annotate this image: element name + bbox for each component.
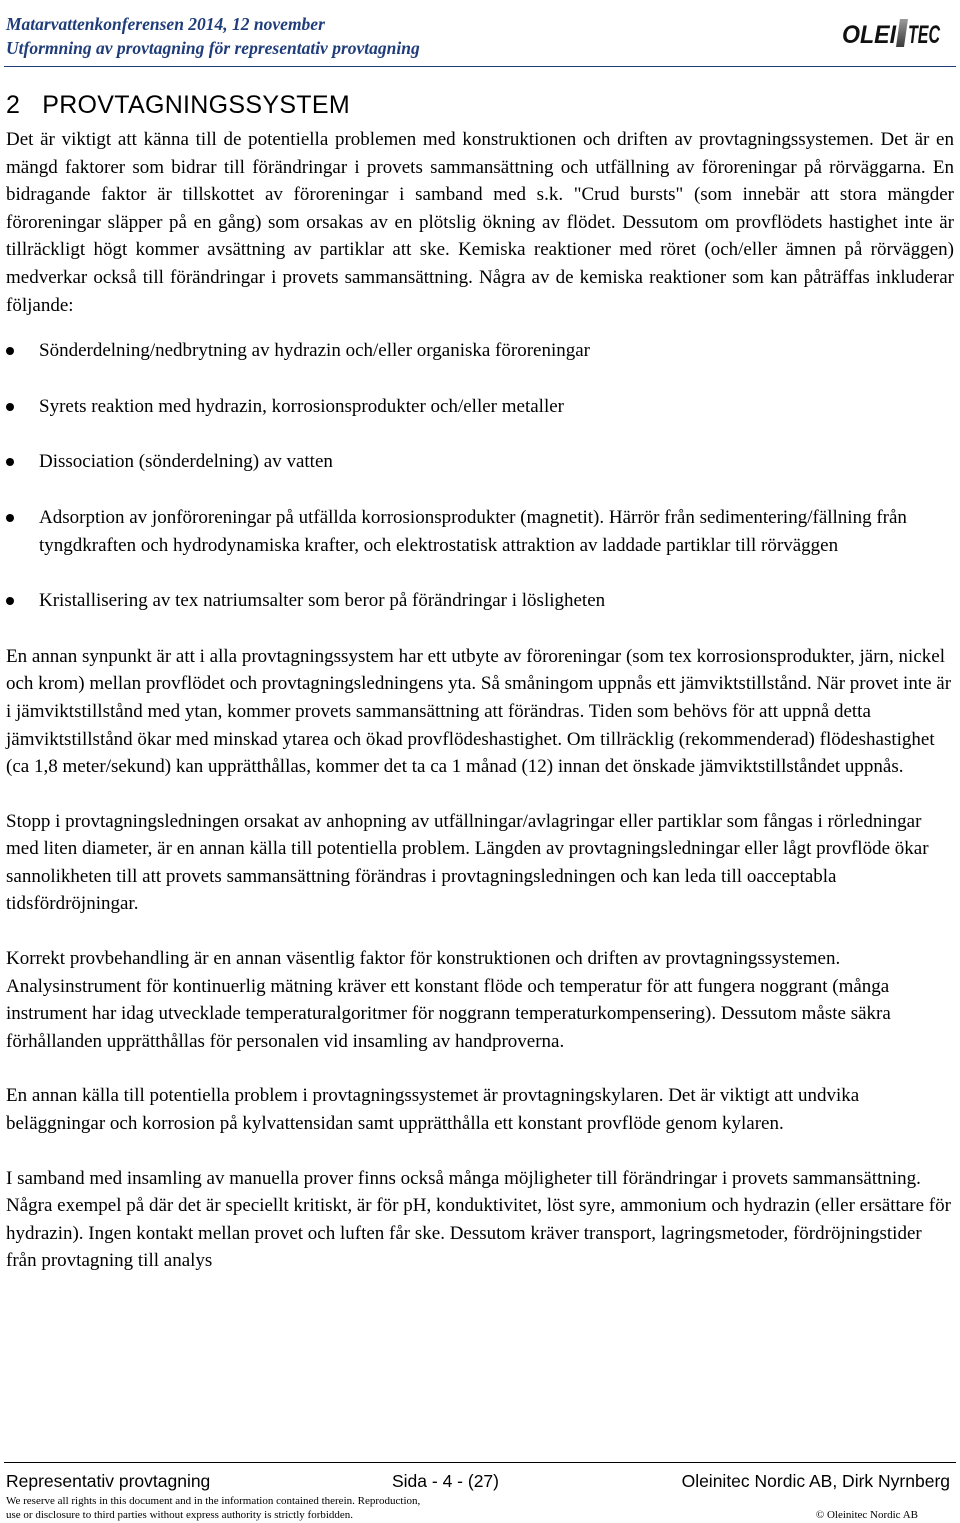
oleinitec-logo	[842, 16, 940, 50]
section-title: PROVTAGNINGSSYSTEM	[42, 91, 350, 119]
footer-rights-line1: We reserve all rights in this document and in the information contained therein. Reproduction,	[6, 1495, 421, 1507]
bullet-icon	[6, 403, 14, 411]
footer-copyright: © Oleinitec Nordic AB	[815, 1509, 918, 1521]
footer-document-title: Representativ provtagning	[6, 1471, 211, 1491]
document-body	[6, 90, 954, 1302]
intro-paragraph: Det är viktigt att känna till de potentiella problemen med konstruktionen och driften av provtagningssystemen. Det är en mängd faktorer som bidrar till förändringar i provets sammansättning och utfällning av föroreningar på rörväggarna. En bidragande faktor är tillskottet av föroreningar i samband med s.k. "Crud bursts" (som innebär att stora mängder föroreningar släpper på en gång) som orsakas av en plötslig ökning av flödet. Dessutom om provflödets hastighet inte är tillräckligt högt kommer avsättning av partiklar att ske. Kemiska reaktioner med röret (och/eller ämnen på rörväggen) medverkar också till förändringar i provets sammansättning. Några av de kemiska reaktioner som kan påträffas inkluderar följande:	[6, 129, 954, 316]
list-item-text: Sönderdelning/nedbrytning av hydrazin och/eller organiska föroreningar	[39, 340, 591, 362]
page-header	[6, 12, 954, 60]
list-item	[6, 448, 954, 476]
list-item-text: Adsorption av jonföroreningar på utfällda korrosionsprodukter (magnetit). Härrör från sedimentering/fällning från tyngdkraften och hydrodynamiska krafter, och elektrostatisk attraktion av laddade partiklar till rörväggen	[39, 506, 907, 556]
footer-page-number: Sida - 4 - (27)	[392, 1471, 499, 1491]
svg-text:TEC: TEC	[908, 21, 941, 49]
section-heading	[6, 90, 954, 120]
header-divider	[4, 66, 956, 67]
list-item	[6, 504, 954, 559]
paragraph-blockage: Stopp i provtagningsledningen orsakat av anhopning av utfällningar/avlagringar eller partiklar som fångas i rörledningar med liten diameter, är en annan källa till potentiella problem. Längden av provtagningsledningar eller lågt provflöde ökar sannolikheten till att provets sammansättning förändras i provtagningsledningen och kan leda till oacceptabla tidsfördröjningar.	[6, 810, 929, 915]
header-subtitle: Utformning av provtagning för representativ provtagning	[6, 38, 420, 58]
footer-legal	[6, 1494, 954, 1522]
bullet-icon	[6, 514, 14, 522]
list-item-text: Dissociation (sönderdelning) av vatten	[39, 451, 333, 473]
list-item-text: Kristallisering av tex natriumsalter som beror på förändringar i lösligheten	[39, 590, 606, 612]
bullet-icon	[6, 347, 14, 355]
reaction-list	[6, 337, 954, 615]
footer-author: Oleinitec Nordic AB, Dirk Nyrnberg	[681, 1471, 950, 1491]
header-conference: Matarvattenkonferensen 2014, 12 november	[6, 14, 325, 34]
list-item	[6, 393, 954, 421]
list-item-text: Syrets reaktion med hydrazin, korrosionsprodukter och/eller metaller	[39, 395, 564, 417]
bullet-icon	[6, 597, 14, 605]
list-item	[6, 587, 954, 615]
list-item	[6, 337, 954, 365]
footer-rights-line2: use or disclosure to third parties without express authority is strictly forbidden.	[6, 1509, 354, 1521]
paragraph-cooler: En annan källa till potentiella problem i provtagningssystemet är provtagningskylaren. Det är viktigt att undvika beläggningar och korrosion på kylvattensidan samt upprätthålla ett konstant provflöde genom kylaren.	[6, 1085, 860, 1135]
paragraph-manual-samples: I samband med insamling av manuella prover finns också många möjligheter till förändringar i provets sammansättning. Några exempel på där det är speciellt kritiskt, är för pH, konduktivitet, löst syre, ammonium och hydrazin (eller ersättare för hydrazin). Ingen kontakt mellan provet och luften får ske. Dessutom kräver transport, lagringsmetoder, fördröjningstider från provtagning till analys	[6, 1167, 951, 1272]
paragraph-sample-handling: Korrekt provbehandling är en annan väsentlig faktor för konstruktionen och driften av provtagningssystemen. Analysinstrument för kontinuerlig mätning kräver ett konstant flöde och temperatur för att fungera noggrant (många instrument har idag utvecklade temperaturalgoritmer för noggrann temperaturkompensering). Dessutom måste säkra förhållanden upprätthållas för personalen vid insamling av handproverna.	[6, 948, 891, 1052]
footer-divider	[4, 1462, 956, 1463]
section-number: 2	[6, 91, 21, 119]
paragraph-equilibrium: En annan synpunkt är att i alla provtagningssystem har ett utbyte av föroreningar (som tex korrosionsprodukter, järn, nickel och krom) mellan provflödet och provtagningsledningens yta. Så småningom uppnås ett jämviktstillstånd. När provet inte är i jämviktstillstånd med ytan, kommer provets sammansättning att förändras. Tiden som behövs för att uppnå detta jämviktstillstånd ökar med minskad ytarea och ökad provflödeshastighet. Om tillräcklig (rekommenderad) flödeshastighet (ca 1,8 meter/sekund) kan upprätthållas, kommer det ta ca 1 månad (12) innan det önskade jämviktstillståndet uppnås.	[6, 645, 952, 778]
svg-text:OLEI: OLEI	[842, 21, 897, 49]
page-footer	[6, 1469, 954, 1493]
bullet-icon	[6, 458, 14, 466]
